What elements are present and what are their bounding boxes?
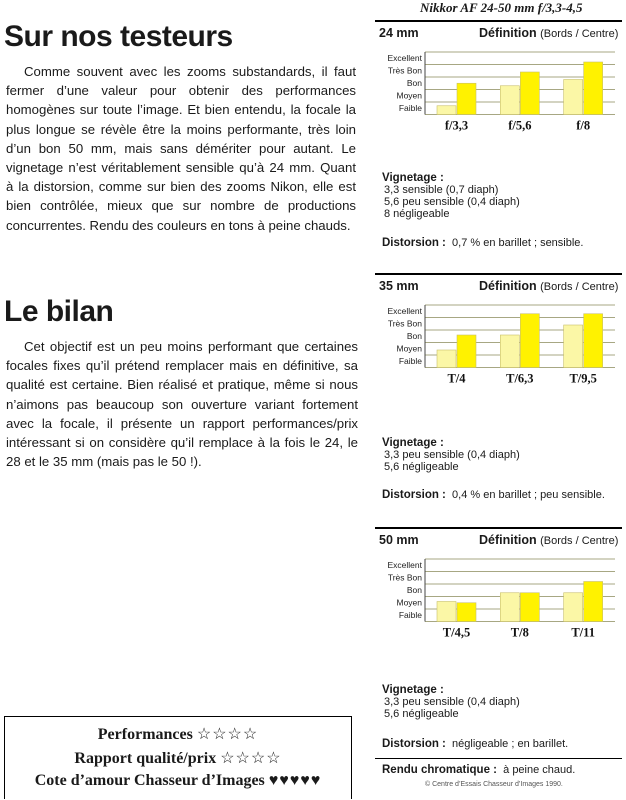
vignetage-label: Vignetage : [382, 437, 444, 449]
level-label: Bon [406, 585, 422, 595]
distorsion-24mm [382, 237, 583, 249]
rendu-50mm [382, 764, 575, 776]
definition-chart-50mm [375, 551, 622, 671]
distorsion-35mm [382, 489, 605, 501]
level-label: Moyen [396, 343, 422, 354]
chart-definition-label: Définition (Bords / Centre) [479, 533, 619, 547]
edge-bar [437, 602, 456, 622]
chart-50mm [375, 527, 622, 671]
center-bar [457, 335, 476, 368]
center-bar [457, 83, 476, 114]
vignetage-line: 3,3 peu sensible (0,4 diaph) [384, 449, 520, 461]
distorsion-label: Distorsion : [382, 237, 446, 249]
notes-35mm [382, 437, 520, 473]
rendu-value: à peine chaud. [503, 764, 576, 776]
vignetage-line: 5,6 négligeable [384, 461, 459, 473]
section-body-testeurs: Comme souvent avec les zooms substandards, il faut fermer d’une valeur pour obtenir des performances homogènes sur toute l’image. Et bien entendu, la focale la plus longue se révèle être la moins performante, très loin d’un bon 50 mm, mais sans démériter pour autant. Le vignetage n’est véritablement sensible qu’à 24 mm. Quant à la distorsion, comme sur bien des zooms Nikon, elle est bien contrôlée, mieux que sur nombre de productions concurrentes. Rendu des couleurs en tons à peine chauds. [6, 64, 356, 233]
aperture-tick-label: f/8 [576, 118, 591, 133]
heart-rating-icon: ♥♥♥♥♥ [268, 772, 322, 789]
edge-bar [500, 86, 519, 115]
distorsion-50mm [382, 738, 568, 750]
center-bar [584, 582, 603, 622]
distorsion-value: négligeable ; en barillet. [452, 738, 569, 750]
level-label: Excellent [387, 560, 422, 570]
rating-cote [5, 772, 351, 790]
rating-cote-label: Cote d’amour Chasseur d’Images [34, 772, 265, 789]
vignetage-label: Vignetage : [382, 684, 444, 696]
edge-bar [564, 325, 583, 368]
edge-bar [437, 350, 456, 368]
level-label: Très Bon [387, 318, 422, 329]
level-label: Moyen [396, 90, 422, 101]
chart-header [379, 24, 622, 42]
rating-rapport [5, 748, 351, 768]
chart-header [379, 277, 622, 295]
rating-performances-label: Performances [97, 726, 193, 743]
definition-chart-35mm [375, 297, 622, 417]
divider [375, 758, 622, 759]
rendu-label: Rendu chromatique : [382, 764, 498, 776]
edge-bar [500, 593, 519, 622]
chart-35mm [375, 273, 622, 417]
edge-bar [564, 593, 583, 622]
ratings-box [4, 716, 352, 799]
edge-bar [437, 106, 456, 115]
level-label: Excellent [387, 53, 422, 63]
aperture-tick-label: T/11 [571, 625, 595, 640]
center-bar [584, 62, 603, 115]
level-label: Faible [398, 356, 422, 366]
vignetage-line: 8 négligeable [384, 208, 450, 220]
chart-header [379, 531, 622, 549]
vignetage-line: 5,6 négligeable [384, 708, 459, 720]
lens-model-title: Nikkor AF 24-50 mm f/3,3-4,5 [420, 0, 583, 15]
vignetage-label: Vignetage : [382, 172, 444, 184]
definition-chart-24mm [375, 44, 622, 164]
edge-bar [500, 335, 519, 368]
aperture-tick-label: T/4,5 [442, 625, 471, 640]
vignetage-line: 3,3 peu sensible (0,4 diaph) [384, 696, 520, 708]
distorsion-value: 0,7 % en barillet ; sensible. [452, 237, 584, 249]
star-rating-icon: ☆☆☆☆ [196, 726, 259, 743]
center-bar [457, 603, 476, 622]
distorsion-label: Distorsion : [382, 489, 446, 501]
aperture-tick-label: T/9,5 [569, 371, 597, 386]
chart-24mm [375, 20, 622, 164]
level-label: Très Bon [387, 65, 422, 76]
level-label: Excellent [387, 306, 422, 316]
aperture-tick-label: T/8 [510, 625, 529, 640]
center-bar [520, 72, 539, 115]
aperture-tick-label: T/6,3 [506, 371, 534, 386]
chart-definition-label: Définition (Bords / Centre) [479, 26, 619, 40]
center-bar [520, 314, 539, 368]
center-bar [584, 314, 603, 368]
section-heading-bilan: Le bilan [4, 295, 114, 328]
distorsion-value: 0,4 % en barillet ; peu sensible. [452, 489, 605, 501]
distorsion-label: Distorsion : [382, 738, 446, 750]
rating-rapport-label: Rapport qualité/prix [74, 750, 217, 767]
aperture-tick-label: T/4 [447, 371, 466, 386]
center-bar [520, 593, 539, 622]
notes-50mm [382, 684, 520, 720]
section-heading-testeurs: Sur nos testeurs [4, 20, 233, 53]
aperture-tick-label: f/5,6 [508, 118, 532, 133]
section-body-bilan: Cet objectif est un peu moins performant que certaines focales fixes qu’il prétend remplacer mais en définitive, sa qualité est certaine. Bien réalisé et pratique, même si nous n’aimons pas beaucoup son ouverture variant fortement avec la focale, il présente un rapport performances/prix intéressant si on considère qu’il remplace à la fois le 24, le 28 et le 35 mm (mais pas le 50 !). [6, 339, 358, 470]
chart-focal-label: 50 mm [379, 533, 419, 547]
level-label: Très Bon [387, 572, 422, 583]
chart-focal-label: 24 mm [379, 26, 419, 40]
level-label: Bon [406, 78, 422, 88]
vignetage-line: 3,3 sensible (0,7 diaph) [384, 184, 499, 196]
level-label: Faible [398, 610, 422, 620]
vignetage-line: 5,6 peu sensible (0,4 diaph) [384, 196, 520, 208]
notes-24mm [382, 172, 520, 220]
copyright: © Centre d’Essais Chasseur d’Images 1990. [425, 781, 563, 788]
chart-definition-label: Définition (Bords / Centre) [479, 279, 619, 293]
star-rating-icon: ☆☆☆☆ [220, 750, 282, 767]
aperture-tick-label: f/3,3 [444, 118, 469, 133]
level-label: Faible [398, 103, 422, 113]
level-label: Bon [406, 331, 422, 341]
chart-focal-label: 35 mm [379, 279, 419, 293]
rating-performances [5, 724, 351, 744]
edge-bar [564, 80, 583, 115]
level-label: Moyen [396, 597, 422, 608]
